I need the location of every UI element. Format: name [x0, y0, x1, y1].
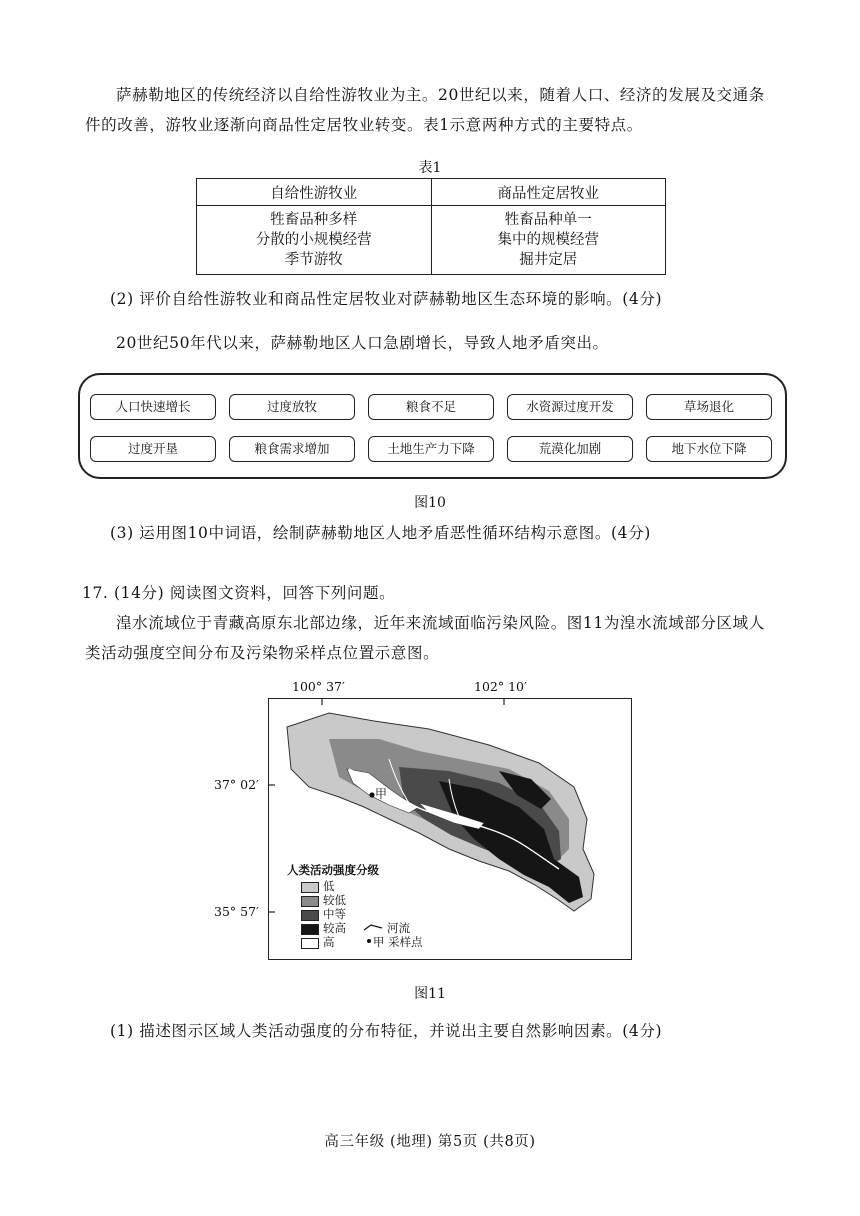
legend-swatch-lower — [301, 896, 319, 907]
river-legend-icon — [363, 921, 383, 933]
keyword-box: 地下水位下降 — [646, 436, 772, 462]
keyword-box: 水资源过度开发 — [507, 394, 633, 420]
table1-right-item: 集中的规模经营 — [497, 232, 599, 248]
question-17-1: (1) 描述图示区域人类活动强度的分布特征，并说出主要自然影响因素。(4分) — [110, 1022, 663, 1040]
latitude-label-2: 35° 57′ — [214, 904, 259, 919]
table1-left-item: 牲畜品种多样 — [270, 212, 358, 228]
legend-swatch-high — [301, 938, 319, 949]
table1-left-item: 季节游牧 — [284, 252, 343, 268]
legend-swatch-low — [301, 882, 319, 893]
table1-caption: 表1 — [418, 160, 442, 176]
legend-label: 中等 — [323, 907, 346, 921]
sample-point-legend-label: 甲 采样点 — [373, 935, 423, 949]
population-text: 20世纪50年代以来，萨赫勒地区人口急剧增长，导致人地矛盾突出。 — [116, 334, 609, 352]
sample-point-legend-icon — [367, 939, 371, 943]
keyword-box: 过度放牧 — [229, 394, 355, 420]
table1-left-cell — [197, 206, 432, 275]
sample-point-label: 甲 — [375, 787, 388, 801]
keyword-box: 草场退化 — [646, 394, 772, 420]
keyword-box: 粮食不足 — [368, 394, 494, 420]
longitude-label-2: 102° 10′ — [474, 679, 527, 694]
longitude-label-1: 100° 37′ — [292, 679, 345, 694]
table1 — [196, 178, 666, 275]
legend-swatch-higher — [301, 924, 319, 935]
intro-paragraph — [85, 80, 785, 140]
legend-label: 高 — [323, 935, 335, 949]
legend-title: 人类活动强度分级 — [287, 863, 379, 877]
question-3: (3) 运用图10中词语，绘制萨赫勒地区人地矛盾恶性循环结构示意图。(4分) — [110, 524, 651, 542]
question-17-heading: 17. (14分) 阅读图文资料，回答下列问题。 — [82, 584, 396, 602]
figure10-keyword-frame — [78, 373, 787, 479]
question-17-paragraph — [85, 608, 785, 668]
table1-right-item: 牲畜品种单一 — [504, 212, 592, 228]
latitude-label-1: 37° 02′ — [214, 777, 259, 792]
figure11-map — [268, 698, 632, 960]
keyword-box: 过度开垦 — [90, 436, 216, 462]
q17-line-1: 湟水流域位于青藏高原东北部边缘，近年来流域面临污染风险。图11为湟水流域部分区域人 — [116, 614, 765, 632]
keyword-box: 粮食需求增加 — [229, 436, 355, 462]
figure11-caption: 图11 — [414, 986, 446, 1002]
figure10-caption: 图10 — [414, 495, 446, 511]
legend-label: 较高 — [323, 921, 346, 935]
table1-right-cell — [431, 206, 666, 275]
question-2: (2) 评价自给性游牧业和商品性定居牧业对萨赫勒地区生态环境的影响。(4分) — [110, 290, 663, 308]
q17-line-2: 类活动强度空间分布及污染物采样点位置示意图。 — [85, 644, 440, 662]
table1-left-item: 分散的小规模经营 — [255, 232, 372, 248]
table1-right-item: 掘井定居 — [519, 252, 578, 268]
keyword-box: 土地生产力下降 — [368, 436, 494, 462]
intro-line-2: 件的改善，游牧业逐渐向商品性定居牧业转变。表1示意两种方式的主要特点。 — [85, 116, 643, 134]
table1-header-left: 自给性游牧业 — [197, 179, 432, 206]
keyword-box: 人口快速增长 — [90, 394, 216, 420]
legend-label: 较低 — [323, 893, 346, 907]
intro-line-1: 萨赫勒地区的传统经济以自给性游牧业为主。20世纪以来，随着人口、经济的发展及交通条 — [116, 86, 765, 104]
river-legend-label: 河流 — [387, 921, 410, 935]
keyword-box: 荒漠化加剧 — [507, 436, 633, 462]
table1-header-right: 商品性定居牧业 — [431, 179, 666, 206]
legend-swatch-medium — [301, 910, 319, 921]
page-footer: 高三年级 (地理) 第5页 (共8页) — [324, 1134, 536, 1150]
legend-label: 低 — [323, 879, 335, 893]
